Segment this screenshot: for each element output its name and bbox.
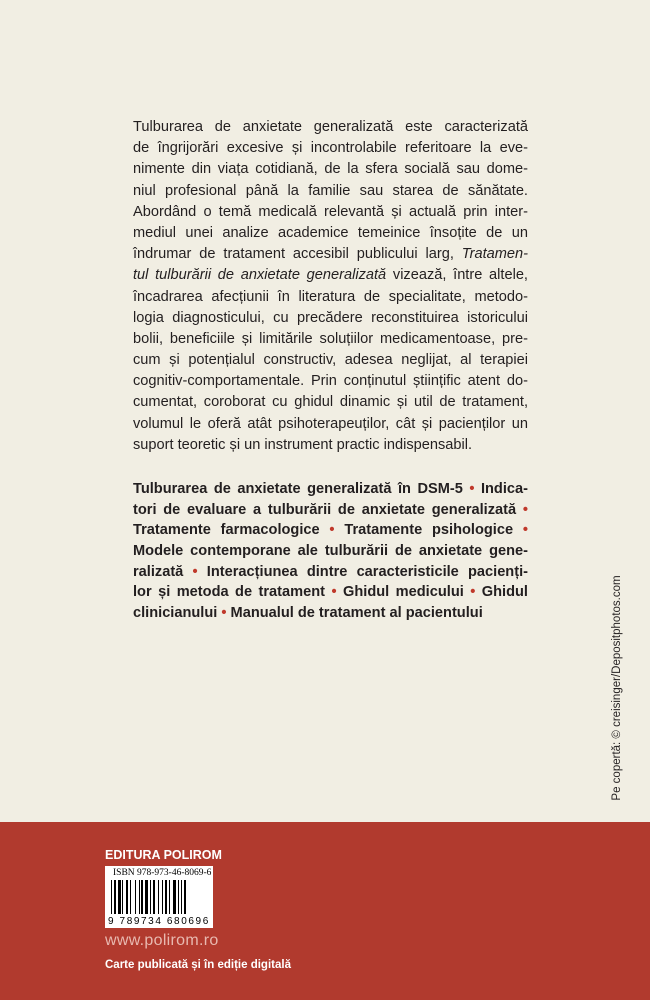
description-line	[133, 350, 528, 371]
text-segment: vizează, între altele,	[386, 267, 528, 284]
isbn-number: ISBN 978-973-46-8069-6	[113, 868, 212, 878]
barcode-bar	[145, 880, 148, 914]
text-segment: Indica-	[474, 481, 528, 497]
text-segment: Tratamente farmacologice	[133, 522, 330, 539]
publisher-name: EDITURA POLIROM	[105, 848, 222, 862]
publisher-band	[0, 822, 650, 1000]
text-segment: cum și potențialul constructiv, adesea neglijat, al terapiei	[133, 352, 528, 369]
topic-line	[133, 479, 528, 500]
bullet-separator: •	[469, 481, 475, 497]
barcode-bars	[111, 880, 207, 914]
description-line	[133, 329, 528, 350]
description-line	[133, 159, 528, 180]
description-line	[133, 181, 528, 202]
text-segment: de îngrijorări excesive și incontrolabile referitoare la eve-	[133, 140, 528, 157]
barcode-bar	[184, 880, 186, 914]
topic-line	[133, 603, 528, 624]
topic-line	[133, 500, 528, 521]
digital-edition-note: Carte publicată și în ediție digitală	[105, 959, 291, 971]
barcode-bar	[169, 880, 170, 914]
barcode-bar	[158, 880, 159, 914]
text-segment: Ghidul medicului	[336, 584, 471, 601]
text-segment: Modele contemporane ale tulburării de anxietate gene-	[133, 543, 528, 560]
bullet-separator: •	[470, 584, 476, 601]
description-line	[133, 414, 528, 435]
text-segment: bolii, beneficiile și limitările soluțiilor medicamentoase, pre-	[133, 330, 528, 347]
topic-line	[133, 541, 528, 562]
text-segment: Tulburarea de anxietate generalizată în DSM-5	[133, 481, 470, 497]
text-segment: niul profesional până la familie sau starea de sănătate.	[133, 182, 528, 199]
bullet-separator: •	[221, 605, 227, 622]
barcode-bar	[162, 880, 163, 914]
barcode-bar	[178, 880, 179, 914]
description-line	[133, 138, 528, 159]
text-segment: Ghidul	[475, 584, 528, 601]
text-segment: lor și metoda de tratament	[133, 584, 332, 601]
publisher-website-link[interactable]: www.polirom.ro	[105, 932, 219, 949]
barcode-bar	[150, 880, 151, 914]
barcode-bar	[153, 880, 155, 914]
barcode-bar	[139, 880, 140, 914]
barcode-bar	[111, 880, 112, 914]
barcode-bar	[122, 880, 123, 914]
text-segment: logia diagnosticului, cu precădere reconstituirea istoricului	[133, 309, 528, 326]
barcode-bar	[141, 880, 143, 914]
barcode-bar	[118, 880, 121, 914]
book-description	[133, 117, 528, 456]
description-line	[133, 223, 528, 244]
text-segment: nimente din viața cotidiană, de la sfera socială sau dome-	[133, 161, 528, 178]
text-segment: suport teoretic și un instrument practic indispensabil.	[133, 436, 473, 453]
description-line	[133, 244, 528, 265]
text-segment: Abordând o temă medicală relevantă și actuală prin inter-	[133, 203, 528, 220]
bullet-separator: •	[522, 522, 528, 539]
barcode-bar	[126, 880, 128, 914]
text-segment: clinicianului	[133, 605, 222, 622]
barcode-bar	[130, 880, 131, 914]
description-line	[133, 392, 528, 413]
barcode-bar	[165, 880, 167, 914]
barcode-bar	[181, 880, 182, 914]
text-segment: cumentat, coroborat cu ghidul dinamic și util de tratament,	[133, 394, 528, 411]
topic-line	[133, 562, 528, 583]
description-line	[133, 435, 528, 456]
text-segment: Tratamente psihologice	[334, 522, 523, 539]
description-line	[133, 287, 528, 308]
barcode-bar	[135, 880, 136, 914]
book-title-italic: tul tulburării de anxietate generalizată	[133, 267, 387, 284]
barcode-bar	[173, 880, 176, 914]
text-segment: Tulburarea de anxietate generalizată este caracterizată	[133, 119, 528, 135]
book-title-italic: Tratamen-	[461, 246, 528, 263]
description-line	[133, 265, 528, 286]
table-of-contents-topics	[133, 479, 528, 624]
topic-line	[133, 520, 528, 541]
barcode-digits: 9 789734 680696	[108, 916, 210, 927]
text-segment: Interacțiunea dintre caracteristicile pacienți-	[197, 563, 528, 580]
description-line	[133, 117, 528, 138]
text-segment: cognitiv-comportamentale. Prin conținutul științific atent do-	[133, 373, 528, 390]
text-segment: mediul unei analize academice temeinice însoțite de un	[133, 224, 528, 241]
description-line	[133, 308, 528, 329]
text-segment: ralizată	[133, 563, 193, 580]
description-line	[133, 202, 528, 223]
text-segment: îndrumar de tratament accesibil publicului larg,	[133, 246, 462, 263]
bullet-separator: •	[331, 584, 337, 601]
description-line	[133, 371, 528, 392]
bullet-separator: •	[329, 522, 335, 539]
topic-line	[133, 582, 528, 603]
text-segment: Manualul de tratament al pacientului	[226, 605, 483, 622]
text-segment: încadrarea afecțiunii în literatura de specialitate, metodo-	[133, 288, 528, 305]
bullet-separator: •	[522, 501, 528, 518]
text-segment: volumul le oferă atât psihoterapeuților, cât și pacienților un	[133, 415, 528, 432]
text-segment: tori de evaluare a tulburării de anxietate generalizată	[133, 501, 523, 518]
isbn-barcode	[105, 866, 213, 928]
barcode-bar	[114, 880, 116, 914]
bullet-separator: •	[192, 563, 198, 580]
cover-photo-credit: Pe copertă: © creisinger/Depositphotos.com	[611, 575, 623, 801]
